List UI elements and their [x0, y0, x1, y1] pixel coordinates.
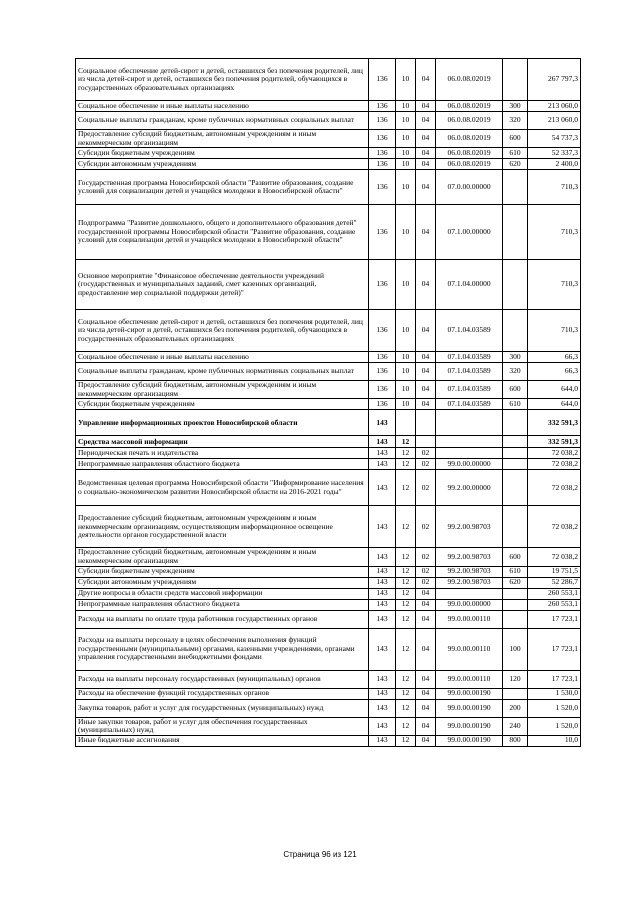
subsection-code-cell: 04 — [416, 101, 436, 112]
expense-name-cell: Расходы на выплаты по оплате труда работников государственных органов — [76, 610, 369, 628]
section-code-cell: 10 — [396, 260, 416, 310]
expense-name-cell: Субсидии автономным учреждениям — [76, 159, 369, 170]
section-code-cell: 10 — [396, 381, 416, 399]
target-article-code-cell: 99.0.00.00190 — [436, 688, 503, 699]
section-code-cell: 12 — [396, 548, 416, 566]
subsection-code-cell: 04 — [416, 717, 436, 735]
expense-name-cell: Социальное обеспечение и иные выплаты населению — [76, 352, 369, 363]
subsection-code-cell: 04 — [416, 170, 436, 205]
subsection-code-cell: 02 — [416, 470, 436, 506]
amount-cell: 1 530,0 — [528, 688, 581, 699]
expense-type-code-cell — [503, 170, 528, 205]
section-code-cell: 10 — [396, 205, 416, 260]
section-code-cell: 12 — [396, 670, 416, 688]
target-article-code-cell: 99.2.00.98703 — [436, 548, 503, 566]
expense-type-code-cell: 610 — [503, 399, 528, 410]
table-row — [76, 159, 581, 170]
section-code-cell: 10 — [396, 170, 416, 205]
amount-cell: 644,0 — [528, 381, 581, 399]
subsection-code-cell: 02 — [416, 566, 436, 577]
subsection-code-cell: 04 — [416, 699, 436, 717]
amount-cell: 19 751,5 — [528, 566, 581, 577]
section-code-cell: 12 — [396, 448, 416, 459]
section-code-cell: 12 — [396, 436, 416, 448]
expense-name-cell: Непрограммные направления областного бюджета — [76, 459, 369, 470]
expense-name-cell: Управление информационных проектов Новосибирской области — [76, 410, 369, 436]
target-article-code-cell: 99.2.00.98703 — [436, 577, 503, 588]
section-code-cell: 12 — [396, 628, 416, 670]
subsection-code-cell: 02 — [416, 548, 436, 566]
expense-type-code-cell — [503, 588, 528, 599]
ministry-code-cell: 136 — [369, 130, 396, 148]
expense-name-cell: Иные закупки товаров, работ и услуг для обеспечения государственных (муниципальных) нужд — [76, 717, 369, 735]
expense-name-cell: Расходы на выплаты персоналу государственных (муниципальных) органов — [76, 670, 369, 688]
expense-type-code-cell: 620 — [503, 159, 528, 170]
expense-type-code-cell: 100 — [503, 628, 528, 670]
expense-type-code-cell: 800 — [503, 735, 528, 746]
expense-name-cell: Подпрограмма "Развитие дошкольного, общего и дополнительного образования детей" государственной программы Новосибирской области "Развитие образования, создание условий для социализации детей и учащейся молодежи в Новосибирской области" — [76, 205, 369, 260]
expense-name-cell: Расходы на обеспечение функций государственных органов — [76, 688, 369, 699]
ministry-code-cell: 136 — [369, 59, 396, 101]
amount-cell: 710,3 — [528, 260, 581, 310]
amount-cell: 710,3 — [528, 170, 581, 205]
amount-cell: 2 400,0 — [528, 159, 581, 170]
expense-name-cell: Другие вопросы в области средств массовой информации — [76, 588, 369, 599]
ministry-code-cell: 143 — [369, 670, 396, 688]
expense-name-cell: Расходы на выплаты персоналу в целях обеспечения выполнения функций государственными (муниципальными) органами, казенными учреждениями, органами управления государственными внебюджетными фондами — [76, 628, 369, 670]
section-code-cell: 10 — [396, 148, 416, 159]
section-code-cell: 12 — [396, 470, 416, 506]
ministry-code-cell: 143 — [369, 506, 396, 548]
ministry-code-cell: 143 — [369, 588, 396, 599]
target-article-code-cell: 07.1.00.00000 — [436, 205, 503, 260]
table-row — [76, 670, 581, 688]
amount-cell: 72 038,2 — [528, 506, 581, 548]
ministry-code-cell: 143 — [369, 548, 396, 566]
table-row — [76, 170, 581, 205]
amount-cell: 17 723,1 — [528, 628, 581, 670]
target-article-code-cell: 99.2.00.00000 — [436, 470, 503, 506]
target-article-code-cell: 07.1.04.03589 — [436, 381, 503, 399]
table-row — [76, 112, 581, 130]
subsection-code-cell: 02 — [416, 448, 436, 459]
expense-name-cell: Закупка товаров, работ и услуг для государственных (муниципальных) нужд — [76, 699, 369, 717]
expense-type-code-cell — [503, 205, 528, 260]
expense-name-cell: Предоставление субсидий бюджетным, автономным учреждениям и иным некоммерческим организациям — [76, 130, 369, 148]
expense-type-code-cell: 600 — [503, 130, 528, 148]
subsection-code-cell: 04 — [416, 363, 436, 381]
subsection-code-cell — [416, 436, 436, 448]
subsection-code-cell: 04 — [416, 310, 436, 352]
table-row — [76, 381, 581, 399]
section-code-cell: 12 — [396, 506, 416, 548]
target-article-code-cell: 07.0.00.00000 — [436, 170, 503, 205]
expense-name-cell: Субсидии бюджетным учреждениям — [76, 148, 369, 159]
expense-type-code-cell: 320 — [503, 363, 528, 381]
amount-cell: 213 060,0 — [528, 101, 581, 112]
section-code-cell: 12 — [396, 577, 416, 588]
subsection-code-cell — [416, 410, 436, 436]
ministry-code-cell: 136 — [369, 148, 396, 159]
ministry-code-cell: 136 — [369, 205, 396, 260]
expense-type-code-cell: 620 — [503, 577, 528, 588]
expense-type-code-cell: 610 — [503, 148, 528, 159]
table-row — [76, 628, 581, 670]
ministry-code-cell: 143 — [369, 448, 396, 459]
section-code-cell: 10 — [396, 130, 416, 148]
ministry-code-cell: 136 — [369, 159, 396, 170]
amount-cell: 213 060,0 — [528, 112, 581, 130]
table-row — [76, 59, 581, 101]
expense-type-code-cell: 240 — [503, 717, 528, 735]
ministry-code-cell: 136 — [369, 260, 396, 310]
ministry-code-cell: 143 — [369, 688, 396, 699]
ministry-code-cell: 143 — [369, 410, 396, 436]
expense-name-cell: Предоставление субсидий бюджетным, автономным учреждениям и иным некоммерческим организациям — [76, 548, 369, 566]
expense-name-cell: Иные бюджетные ассигнования — [76, 735, 369, 746]
expense-name-cell: Социальное обеспечение детей-сирот и детей, оставшихся без попечения родителей, лиц из числа детей-сирот и детей, оставшихся без попечения родителей, обучающихся в государственных образовательных организациях — [76, 310, 369, 352]
amount-cell: 260 553,1 — [528, 599, 581, 610]
ministry-code-cell: 143 — [369, 566, 396, 577]
expense-type-code-cell: 610 — [503, 566, 528, 577]
expense-type-code-cell: 600 — [503, 548, 528, 566]
expense-type-code-cell — [503, 410, 528, 436]
amount-cell: 72 038,2 — [528, 448, 581, 459]
section-code-cell: 10 — [396, 399, 416, 410]
amount-cell: 52 337,3 — [528, 148, 581, 159]
subsection-code-cell: 04 — [416, 148, 436, 159]
target-article-code-cell: 06.0.08.02019 — [436, 130, 503, 148]
expense-type-code-cell: 320 — [503, 112, 528, 130]
amount-cell: 66,3 — [528, 363, 581, 381]
amount-cell: 10,0 — [528, 735, 581, 746]
table-row — [76, 470, 581, 506]
budget-table — [75, 58, 581, 747]
expense-type-code-cell — [503, 599, 528, 610]
table-row — [76, 599, 581, 610]
subsection-code-cell: 04 — [416, 352, 436, 363]
ministry-code-cell: 143 — [369, 628, 396, 670]
amount-cell: 52 286,7 — [528, 577, 581, 588]
expense-type-code-cell — [503, 436, 528, 448]
table-row — [76, 130, 581, 148]
amount-cell: 710,3 — [528, 310, 581, 352]
expense-name-cell: Непрограммные направления областного бюджета — [76, 599, 369, 610]
target-article-code-cell: 99.0.00.00110 — [436, 670, 503, 688]
expense-type-code-cell: 120 — [503, 670, 528, 688]
target-article-code-cell: 06.0.08.02019 — [436, 59, 503, 101]
section-code-cell: 12 — [396, 699, 416, 717]
section-code-cell: 12 — [396, 459, 416, 470]
target-article-code-cell: 99.0.00.00190 — [436, 735, 503, 746]
section-code-cell — [396, 410, 416, 436]
expense-type-code-cell — [503, 59, 528, 101]
table-row — [76, 506, 581, 548]
subsection-code-cell: 04 — [416, 735, 436, 746]
section-code-cell: 12 — [396, 588, 416, 599]
expense-type-code-cell — [503, 310, 528, 352]
section-code-cell: 10 — [396, 112, 416, 130]
expense-name-cell: Социальные выплаты гражданам, кроме публичных нормативных социальных выплат — [76, 363, 369, 381]
section-code-cell: 12 — [396, 688, 416, 699]
table-row — [76, 610, 581, 628]
section-code-cell: 10 — [396, 363, 416, 381]
table-row — [76, 717, 581, 735]
ministry-code-cell: 136 — [369, 101, 396, 112]
table-row — [76, 566, 581, 577]
expense-name-cell: Субсидии бюджетным учреждениям — [76, 566, 369, 577]
amount-cell: 260 553,1 — [528, 588, 581, 599]
table-row — [76, 735, 581, 746]
target-article-code-cell: 07.1.04.03589 — [436, 363, 503, 381]
ministry-code-cell: 136 — [369, 310, 396, 352]
target-article-code-cell: 99.0.00.00110 — [436, 610, 503, 628]
subsection-code-cell: 04 — [416, 159, 436, 170]
target-article-code-cell: 99.0.00.00000 — [436, 459, 503, 470]
expense-name-cell: Социальное обеспечение детей-сирот и детей, оставшихся без попечения родителей, лиц из числа детей-сирот и детей, оставшихся без попечения родителей, обучающихся в государственных образовательных организациях — [76, 59, 369, 101]
expense-name-cell: Субсидии бюджетным учреждениям — [76, 399, 369, 410]
section-code-cell: 10 — [396, 352, 416, 363]
subsection-code-cell: 04 — [416, 205, 436, 260]
expense-name-cell: Социальное обеспечение и иные выплаты населению — [76, 101, 369, 112]
table-row — [76, 352, 581, 363]
subsection-code-cell: 04 — [416, 599, 436, 610]
expense-type-code-cell — [503, 506, 528, 548]
target-article-code-cell — [436, 436, 503, 448]
section-code-cell: 12 — [396, 610, 416, 628]
target-article-code-cell: 07.1.04.03589 — [436, 352, 503, 363]
amount-cell: 267 797,3 — [528, 59, 581, 101]
expense-type-code-cell — [503, 688, 528, 699]
ministry-code-cell: 143 — [369, 610, 396, 628]
expense-name-cell: Субсидии автономным учреждениям — [76, 577, 369, 588]
table-row — [76, 363, 581, 381]
target-article-code-cell: 07.1.04.03589 — [436, 310, 503, 352]
table-row — [76, 699, 581, 717]
table-row — [76, 260, 581, 310]
table-row — [76, 548, 581, 566]
ministry-code-cell: 136 — [369, 112, 396, 130]
subsection-code-cell: 04 — [416, 59, 436, 101]
ministry-code-cell: 143 — [369, 577, 396, 588]
table-row — [76, 688, 581, 699]
amount-cell: 54 737,3 — [528, 130, 581, 148]
target-article-code-cell: 06.0.08.02019 — [436, 159, 503, 170]
ministry-code-cell: 143 — [369, 436, 396, 448]
table-row — [76, 588, 581, 599]
expense-name-cell: Основное мероприятие "Финансовое обеспечение деятельности учреждений (государственных и муниципальных заданий, смет казенных организаций, предоставление мер социальной поддержки детей)" — [76, 260, 369, 310]
section-code-cell: 10 — [396, 101, 416, 112]
section-code-cell: 10 — [396, 159, 416, 170]
expense-type-code-cell: 300 — [503, 352, 528, 363]
target-article-code-cell — [436, 410, 503, 436]
table-row — [76, 436, 581, 448]
target-article-code-cell — [436, 588, 503, 599]
table-row — [76, 459, 581, 470]
table-row — [76, 310, 581, 352]
expense-type-code-cell — [503, 448, 528, 459]
subsection-code-cell: 04 — [416, 588, 436, 599]
target-article-code-cell: 99.2.00.98703 — [436, 566, 503, 577]
target-article-code-cell: 07.1.04.00000 — [436, 260, 503, 310]
expense-type-code-cell — [503, 260, 528, 310]
table-row — [76, 148, 581, 159]
target-article-code-cell: 06.0.08.02019 — [436, 148, 503, 159]
amount-cell: 72 038,2 — [528, 459, 581, 470]
subsection-code-cell: 04 — [416, 688, 436, 699]
budget-table-body — [76, 59, 581, 747]
amount-cell: 332 591,3 — [528, 410, 581, 436]
ministry-code-cell: 143 — [369, 735, 396, 746]
expense-type-code-cell — [503, 610, 528, 628]
target-article-code-cell: 99.0.00.00110 — [436, 628, 503, 670]
ministry-code-cell: 136 — [369, 352, 396, 363]
ministry-code-cell: 143 — [369, 459, 396, 470]
target-article-code-cell — [436, 448, 503, 459]
section-code-cell: 10 — [396, 59, 416, 101]
amount-cell: 644,0 — [528, 399, 581, 410]
amount-cell: 17 723,1 — [528, 610, 581, 628]
table-row — [76, 101, 581, 112]
subsection-code-cell: 04 — [416, 130, 436, 148]
expense-name-cell: Средства массовой информации — [76, 436, 369, 448]
target-article-code-cell: 99.0.00.00000 — [436, 599, 503, 610]
table-row — [76, 410, 581, 436]
section-code-cell: 12 — [396, 599, 416, 610]
subsection-code-cell: 02 — [416, 506, 436, 548]
table-row — [76, 448, 581, 459]
subsection-code-cell: 02 — [416, 577, 436, 588]
subsection-code-cell: 04 — [416, 381, 436, 399]
ministry-code-cell: 136 — [369, 399, 396, 410]
table-row — [76, 399, 581, 410]
subsection-code-cell: 04 — [416, 628, 436, 670]
target-article-code-cell: 99.2.00.98703 — [436, 506, 503, 548]
amount-cell: 332 591,3 — [528, 436, 581, 448]
expense-name-cell: Периодическая печать и издательства — [76, 448, 369, 459]
table-row — [76, 205, 581, 260]
target-article-code-cell: 07.1.04.03589 — [436, 399, 503, 410]
section-code-cell: 12 — [396, 735, 416, 746]
expense-name-cell: Предоставление субсидий бюджетным, автономным учреждениям и иным некоммерческим организациям, осуществляющим информационное освещение деятельности органов государственной власти — [76, 506, 369, 548]
section-code-cell: 12 — [396, 717, 416, 735]
subsection-code-cell: 04 — [416, 399, 436, 410]
expense-name-cell: Государственная программа Новосибирской области "Развитие образования, создание условий для социализации детей и учащейся молодежи в Новосибирской области" — [76, 170, 369, 205]
amount-cell: 1 520,0 — [528, 717, 581, 735]
expense-type-code-cell — [503, 459, 528, 470]
subsection-code-cell: 04 — [416, 260, 436, 310]
amount-cell: 710,3 — [528, 205, 581, 260]
ministry-code-cell: 136 — [369, 363, 396, 381]
amount-cell: 72 038,2 — [528, 548, 581, 566]
expense-name-cell: Предоставление субсидий бюджетным, автономным учреждениям и иным некоммерческим организациям — [76, 381, 369, 399]
expense-name-cell: Ведомственная целевая программа Новосибирской области "Информирование населения о социально-экономическом развитии Новосибирской области на 2016-2021 годы" — [76, 470, 369, 506]
section-code-cell: 12 — [396, 566, 416, 577]
expense-type-code-cell: 300 — [503, 101, 528, 112]
expense-name-cell: Социальные выплаты гражданам, кроме публичных нормативных социальных выплат — [76, 112, 369, 130]
expense-type-code-cell: 600 — [503, 381, 528, 399]
expense-type-code-cell — [503, 470, 528, 506]
ministry-code-cell: 143 — [369, 699, 396, 717]
ministry-code-cell: 143 — [369, 470, 396, 506]
target-article-code-cell: 06.0.08.02019 — [436, 112, 503, 130]
target-article-code-cell: 99.0.00.00190 — [436, 699, 503, 717]
target-article-code-cell: 06.0.08.02019 — [436, 101, 503, 112]
target-article-code-cell: 99.0.00.00190 — [436, 717, 503, 735]
ministry-code-cell: 143 — [369, 717, 396, 735]
amount-cell: 66,3 — [528, 352, 581, 363]
table-row — [76, 577, 581, 588]
ministry-code-cell: 143 — [369, 599, 396, 610]
subsection-code-cell: 04 — [416, 670, 436, 688]
expense-type-code-cell: 200 — [503, 699, 528, 717]
ministry-code-cell: 136 — [369, 381, 396, 399]
page-number: Страница 96 из 121 — [283, 850, 357, 859]
amount-cell: 1 520,0 — [528, 699, 581, 717]
amount-cell: 17 723,1 — [528, 670, 581, 688]
subsection-code-cell: 04 — [416, 610, 436, 628]
subsection-code-cell: 04 — [416, 112, 436, 130]
ministry-code-cell: 136 — [369, 170, 396, 205]
section-code-cell: 10 — [396, 310, 416, 352]
subsection-code-cell: 02 — [416, 459, 436, 470]
amount-cell: 72 038,2 — [528, 470, 581, 506]
